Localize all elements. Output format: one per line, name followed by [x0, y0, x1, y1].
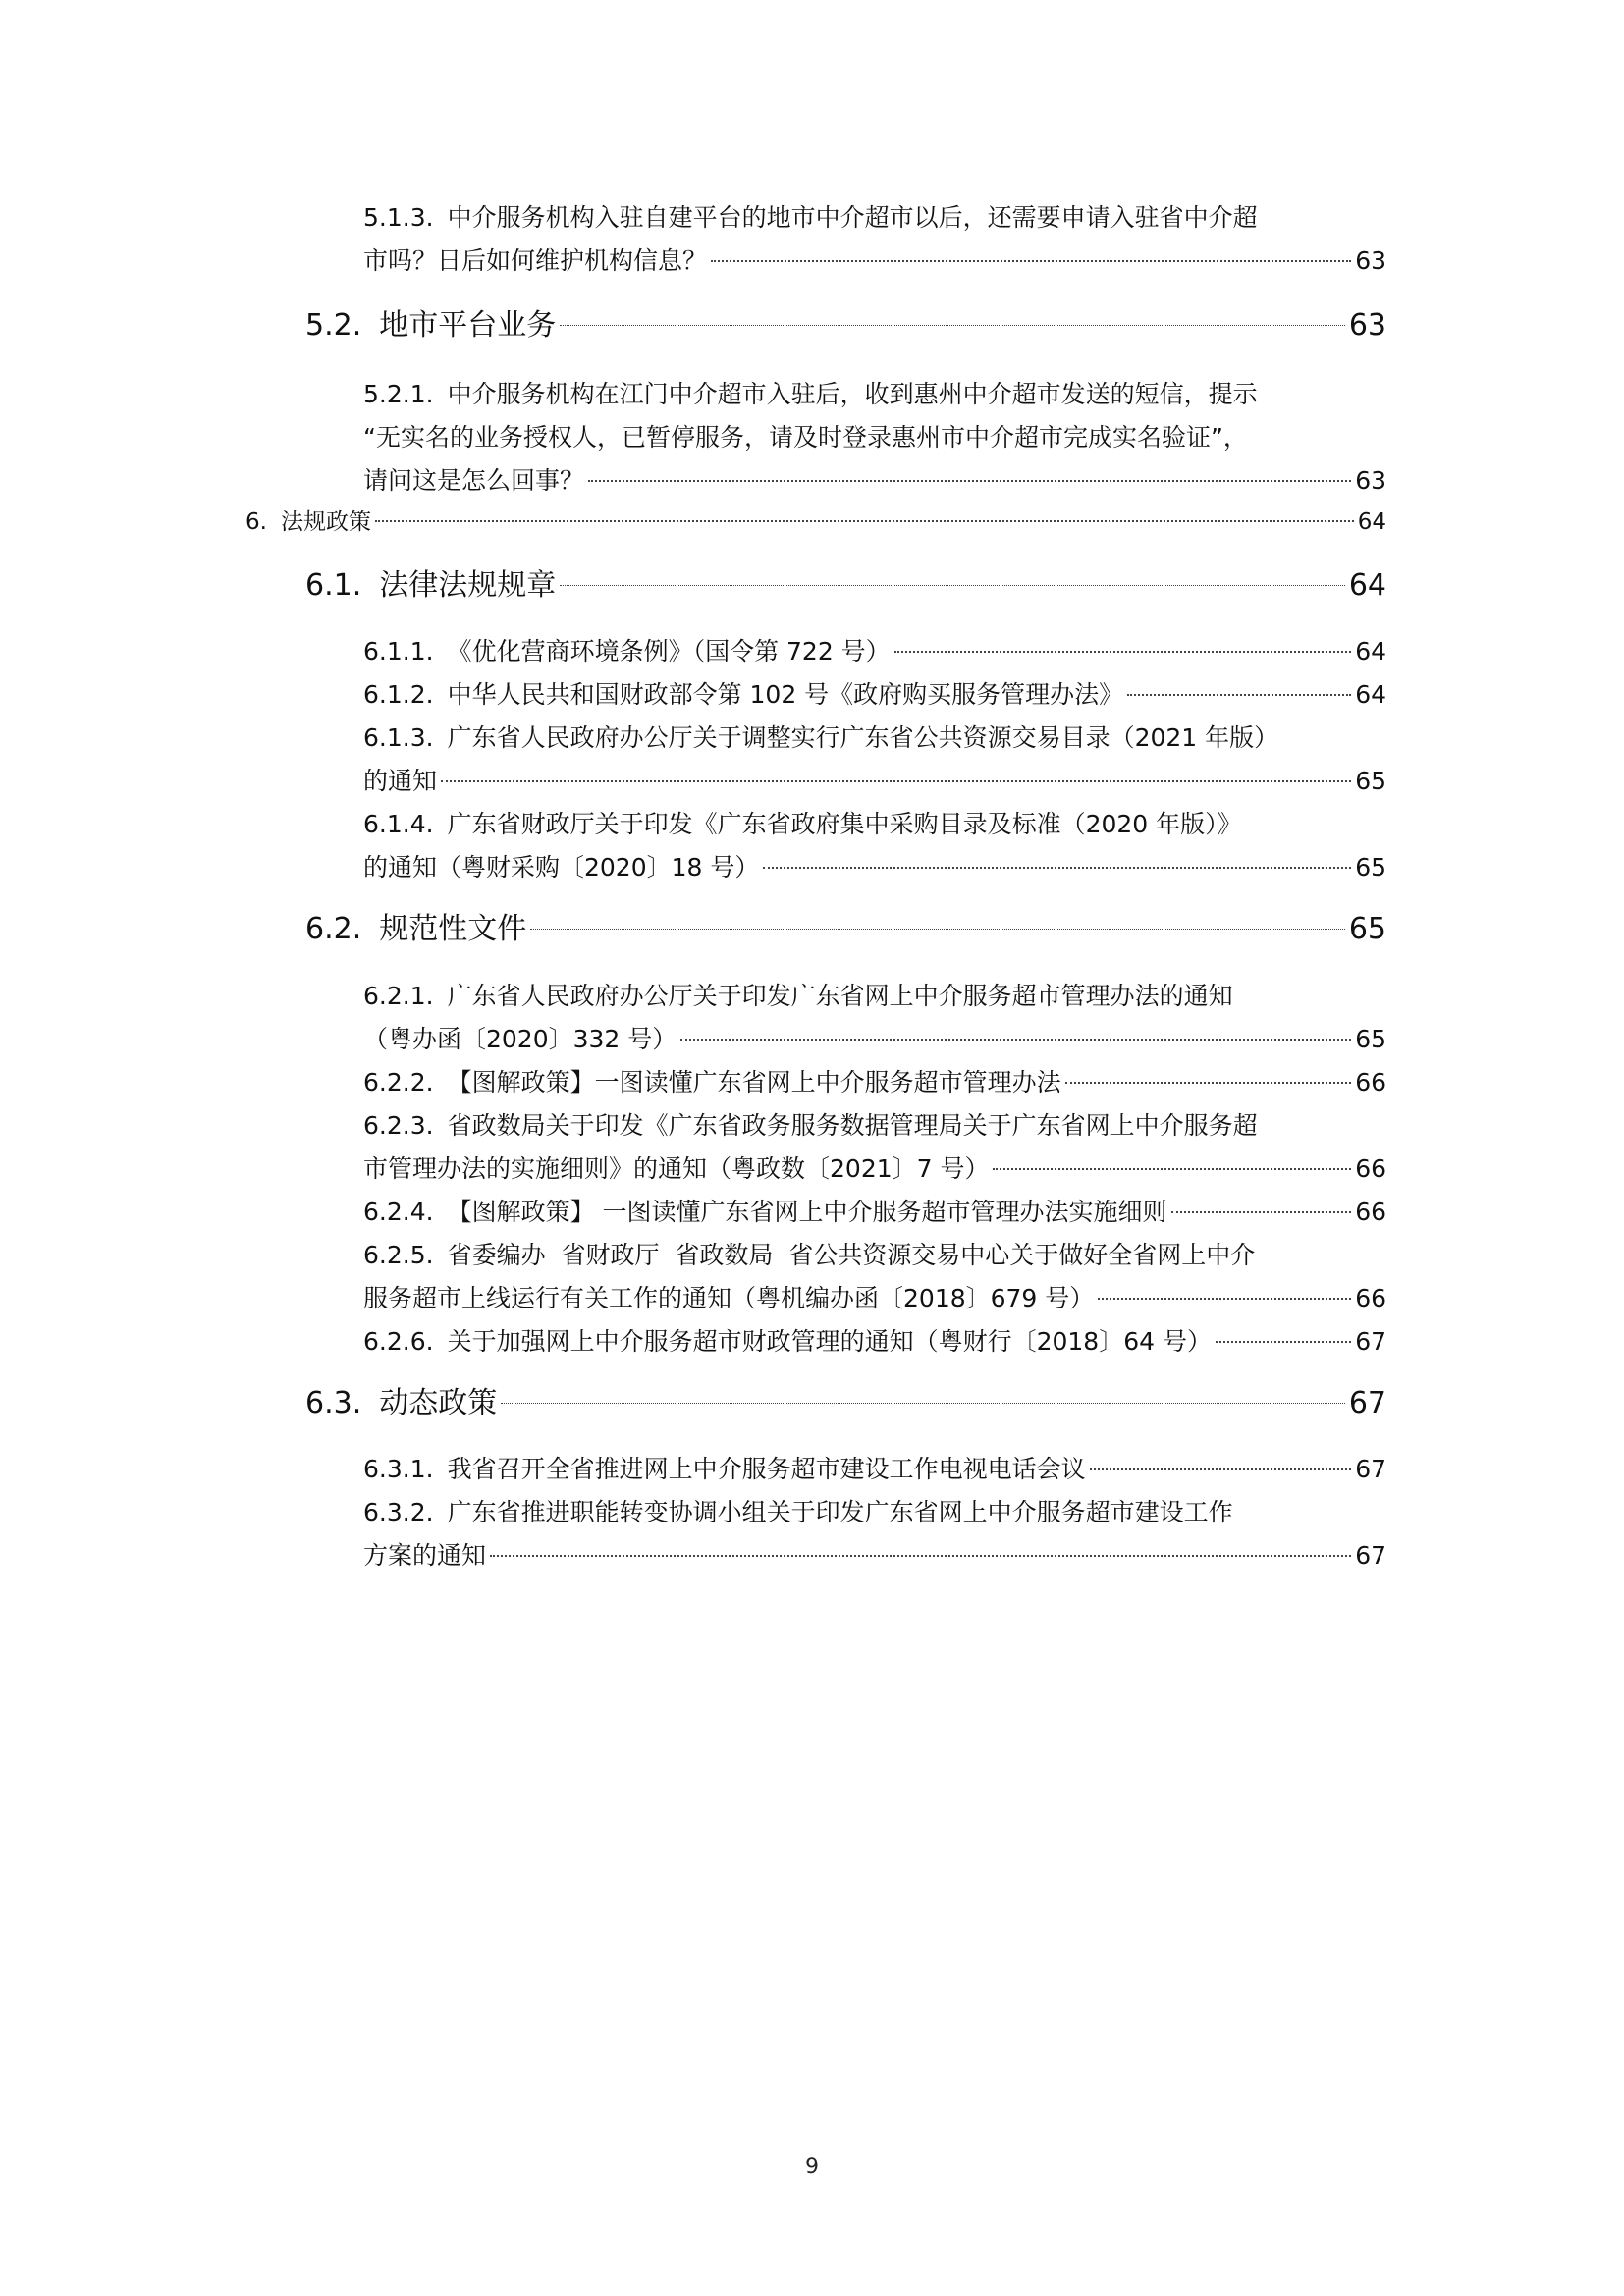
dot-leader — [530, 929, 1345, 930]
toc-title: 【图解政策】 一图读懂广东省网上中介服务超市管理办法实施细则 — [447, 1198, 1167, 1226]
toc-page-number: 67 — [1355, 1327, 1386, 1356]
toc-entry-6-3-2[interactable] — [363, 1491, 1386, 1534]
toc-title: 法律法规规章 — [379, 568, 557, 603]
toc-title: 广东省人民政府办公厅关于印发广东省网上中介服务超市管理办法的通知 — [447, 982, 1233, 1010]
toc-page-number: 63 — [1355, 246, 1386, 275]
toc-entry-6-2-2[interactable] — [363, 1061, 1386, 1104]
toc-title: 关于加强网上中介服务超市财政管理的通知（粤财行〔2018〕64 号） — [447, 1327, 1212, 1356]
toc-number: 6.2.3. — [363, 1111, 434, 1140]
toc-title: 广东省推进职能转变协调小组关于印发广东省网上中介服务超市建设工作 — [447, 1498, 1233, 1526]
toc-entry-6-2-1-cont[interactable] — [363, 1018, 1386, 1061]
toc-number: 6.3.1. — [363, 1455, 434, 1483]
toc-entry-6-3-2-cont[interactable] — [363, 1534, 1386, 1577]
toc-entry-6-2-6[interactable] — [363, 1320, 1386, 1363]
toc-entry-6-2-3-cont[interactable] — [363, 1148, 1386, 1191]
dot-leader — [490, 1555, 1351, 1557]
toc-page-number: 64 — [1355, 680, 1386, 709]
toc-page-number: 65 — [1348, 912, 1386, 946]
toc-title-cont: 的通知 — [363, 767, 438, 795]
dot-leader — [763, 867, 1351, 869]
toc-page-number: 65 — [1355, 853, 1386, 881]
toc-number: 5.1.3. — [363, 203, 434, 232]
toc-title-cont: 的通知（粤财采购〔2020〕18 号） — [363, 853, 760, 881]
toc-entry-5-2-1-line3[interactable] — [363, 459, 1386, 503]
toc-title: 《优化营商环境条例》（国令第 722 号） — [447, 637, 891, 666]
toc-entry-6-2-4[interactable] — [363, 1191, 1386, 1234]
toc-page-number: 63 — [1355, 466, 1386, 495]
toc-title: 省委编办 省财政厅 省政数局 省公共资源交易中心关于做好全省网上中介 — [447, 1241, 1256, 1269]
toc-page-number: 67 — [1355, 1455, 1386, 1483]
toc-page-number: 67 — [1355, 1541, 1386, 1570]
toc-page-number: 65 — [1355, 767, 1386, 795]
toc-entry-5-1-3[interactable] — [363, 196, 1386, 240]
dot-leader — [441, 780, 1351, 782]
toc-number: 6.3. — [305, 1386, 362, 1420]
toc-number: 5.2.1. — [363, 380, 434, 408]
dot-leader — [711, 260, 1351, 262]
toc-entry-6-1[interactable] — [305, 561, 1386, 611]
toc-entry-5-2-1[interactable] — [363, 373, 1386, 416]
toc-number: 6.1.4. — [363, 810, 434, 838]
toc-entry-6-1-3-cont[interactable] — [363, 760, 1386, 803]
toc-entry-6-1-1[interactable] — [363, 630, 1386, 673]
toc-number: 6. — [245, 509, 267, 535]
toc-title-cont: 市管理办法的实施细则》的通知（粤政数〔2021〕7 号） — [363, 1154, 990, 1183]
toc-number: 6.2.5. — [363, 1241, 434, 1269]
dot-leader — [501, 1403, 1345, 1404]
page-number: 9 — [805, 2155, 819, 2179]
toc-entry-6[interactable] — [245, 503, 1386, 542]
toc-title: 地市平台业务 — [379, 308, 557, 343]
dot-leader — [1127, 694, 1351, 696]
toc-title: 中华人民共和国财政部令第 102 号《政府购买服务管理办法》 — [447, 680, 1124, 709]
toc-page-number: 64 — [1355, 637, 1386, 666]
toc-page-number: 63 — [1348, 308, 1386, 343]
toc-page-number: 66 — [1355, 1068, 1386, 1096]
dot-leader — [375, 520, 1354, 522]
toc-page-number: 66 — [1355, 1198, 1386, 1226]
toc-entry-6-1-4-cont[interactable] — [363, 846, 1386, 889]
toc-number: 6.1. — [305, 568, 362, 603]
dot-leader — [894, 651, 1352, 653]
toc-page-number: 65 — [1355, 1025, 1386, 1053]
toc-number: 6.1.1. — [363, 637, 434, 666]
toc-number: 6.2.2. — [363, 1068, 434, 1096]
toc-entry-6-2-1[interactable] — [363, 975, 1386, 1018]
toc-entry-6-1-4[interactable] — [363, 803, 1386, 846]
toc-title-cont: （粤办函〔2020〕332 号） — [363, 1025, 677, 1053]
toc-title: 省政数局关于印发《广东省政务服务数据管理局关于广东省网上中介服务超 — [447, 1111, 1258, 1140]
toc-title: 中介服务机构在江门中介超市入驻后，收到惠州中介超市发送的短信，提示 — [447, 380, 1258, 408]
toc-title: 广东省人民政府办公厅关于调整实行广东省公共资源交易目录（2021 年版） — [447, 723, 1279, 752]
toc-entry-6-2-3[interactable] — [363, 1104, 1386, 1148]
toc-entry-6-1-3[interactable] — [363, 717, 1386, 760]
toc-title: 我省召开全省推进网上中介服务超市建设工作电视电话会议 — [447, 1455, 1086, 1483]
toc-number: 6.2.4. — [363, 1198, 434, 1226]
dot-leader — [560, 585, 1345, 586]
toc-title-cont: 请问这是怎么回事？ — [363, 466, 585, 495]
toc-number: 6.2.6. — [363, 1327, 434, 1356]
dot-leader — [1171, 1211, 1352, 1213]
toc-entry-6-2-5-cont[interactable] — [363, 1277, 1386, 1320]
toc-entry-5-1-3-cont[interactable] — [363, 240, 1386, 283]
dot-leader — [588, 480, 1351, 482]
toc-number: 6.2. — [305, 912, 362, 946]
toc-title-cont: 服务超市上线运行有关工作的通知（粤机编办函〔2018〕679 号） — [363, 1284, 1095, 1312]
toc-entry-5-2-1-line2[interactable] — [363, 416, 1386, 459]
dot-leader — [680, 1039, 1351, 1041]
toc-title: 【图解政策】一图读懂广东省网上中介服务超市管理办法 — [447, 1068, 1061, 1096]
toc-number: 6.1.2. — [363, 680, 434, 709]
toc-page-number: 64 — [1348, 568, 1386, 603]
toc-entry-6-2-5[interactable] — [363, 1234, 1386, 1277]
toc-title: 法规政策 — [280, 509, 371, 535]
toc-title-cont: 方案的通知 — [363, 1541, 487, 1570]
toc-title-cont: 市吗？日后如何维护机构信息？ — [363, 246, 708, 275]
toc-entry-5-2[interactable] — [305, 301, 1386, 350]
dot-leader — [993, 1168, 1351, 1170]
toc-page-number: 67 — [1348, 1386, 1386, 1420]
dot-leader — [1098, 1298, 1351, 1300]
toc-entry-6-3[interactable] — [305, 1379, 1386, 1428]
dot-leader — [1216, 1341, 1351, 1343]
dot-leader — [560, 325, 1345, 326]
toc-title: 中介服务机构入驻自建平台的地市中介超市以后，还需要申请入驻省中介超 — [447, 203, 1258, 232]
toc-number: 6.3.2. — [363, 1498, 434, 1526]
toc-title: 广东省财政厅关于印发《广东省政府集中采购目录及标准（2020 年版）》 — [447, 810, 1242, 838]
toc-page-number: 64 — [1357, 509, 1386, 535]
toc-entry-6-1-2[interactable] — [363, 673, 1386, 717]
toc-page-number: 66 — [1355, 1284, 1386, 1312]
toc-entry-6-2[interactable] — [305, 905, 1386, 954]
dot-leader — [1065, 1082, 1352, 1084]
toc-title-cont: “无实名的业务授权人，已暂停服务，请及时登录惠州市中介超市完成实名验证”， — [363, 423, 1248, 452]
dot-leader — [1090, 1468, 1352, 1470]
toc-number: 6.1.3. — [363, 723, 434, 752]
toc-entry-6-3-1[interactable] — [363, 1448, 1386, 1491]
toc-number: 5.2. — [305, 308, 362, 343]
toc-title: 动态政策 — [379, 1386, 498, 1420]
toc-title: 规范性文件 — [379, 912, 527, 946]
toc-number: 6.2.1. — [363, 982, 434, 1010]
toc-page-number: 66 — [1355, 1154, 1386, 1183]
